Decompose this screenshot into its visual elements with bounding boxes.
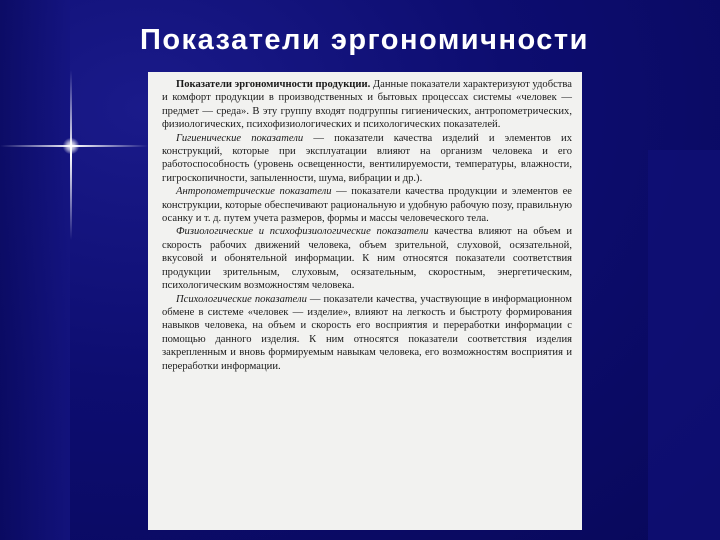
- star-flare-icon: [62, 138, 80, 154]
- term-physiological: Физиологические и психофизиологические показатели: [176, 226, 429, 238]
- text-physiological: качества влияют на объем и скорость рабочих движений человека, объем зрительной, слуховой, осязательной, вкусовой и обонятельной информации. К ним относятся показатели соответствия продукции зрительным, слуховым, осязательным, скоростным, энергетическим, психологическим возможностям человека.: [162, 226, 572, 292]
- paragraph-hygienic: [162, 132, 572, 186]
- text-anthropometric: — показатели качества продукции и элементов ее конструкции, которые обеспечивают рациональную и удобную рабочую позу, правильную осанку и т. д. путем учета размеров, формы и массы человеческого тела.: [162, 186, 572, 225]
- text-ergonomics: Данные показатели характеризуют удобства и комфорт продукции в производственных и бытовых процессах системы «человек — предмет — среда». В эту группу входят подгруппы гигиенических, антропометрических, физиологических, психофизиологических и психологических показателей.: [162, 79, 572, 131]
- text-hygienic: — показатели качества изделий и элементов их конструкций, которые при эксплуатации влияют на организм человека и его работоспособность (уровень освещенности, вентилируемости, температуры, влажности, гигроскопичности, запыленности, шума, вибрации и др.).: [162, 132, 572, 184]
- scanned-document: [148, 72, 582, 530]
- paragraph-physiological: [162, 225, 572, 292]
- left-decor-band: [0, 0, 70, 540]
- paragraph-psychological: [162, 293, 572, 373]
- right-decor-band: [648, 150, 720, 540]
- term-ergonomics: Показатели эргономичности продукции.: [176, 79, 371, 90]
- term-psychological: Психологические показатели: [176, 293, 307, 305]
- paragraph-anthropometric: [162, 185, 572, 225]
- slide-title: Показатели эргономичности: [140, 24, 589, 56]
- star-flare-vertical: [70, 70, 72, 240]
- term-hygienic: Гигиенические показатели: [176, 132, 304, 144]
- text-psychological: — показатели качества, участвующие в информационном обмене в системе «человек — изделие», влияют на легкость и быстроту формирования навыков человека, на объем и скорость его восприятия и переработки информации с помощью данного изделия. К ним относятся показатели соответствия изделия закрепленным и вновь формируемым навыкам человека, его возможностям восприятия и переработки информации.: [162, 293, 572, 372]
- paragraph-ergonomics: [162, 78, 572, 132]
- term-anthropometric: Антропометрические показатели: [176, 186, 332, 198]
